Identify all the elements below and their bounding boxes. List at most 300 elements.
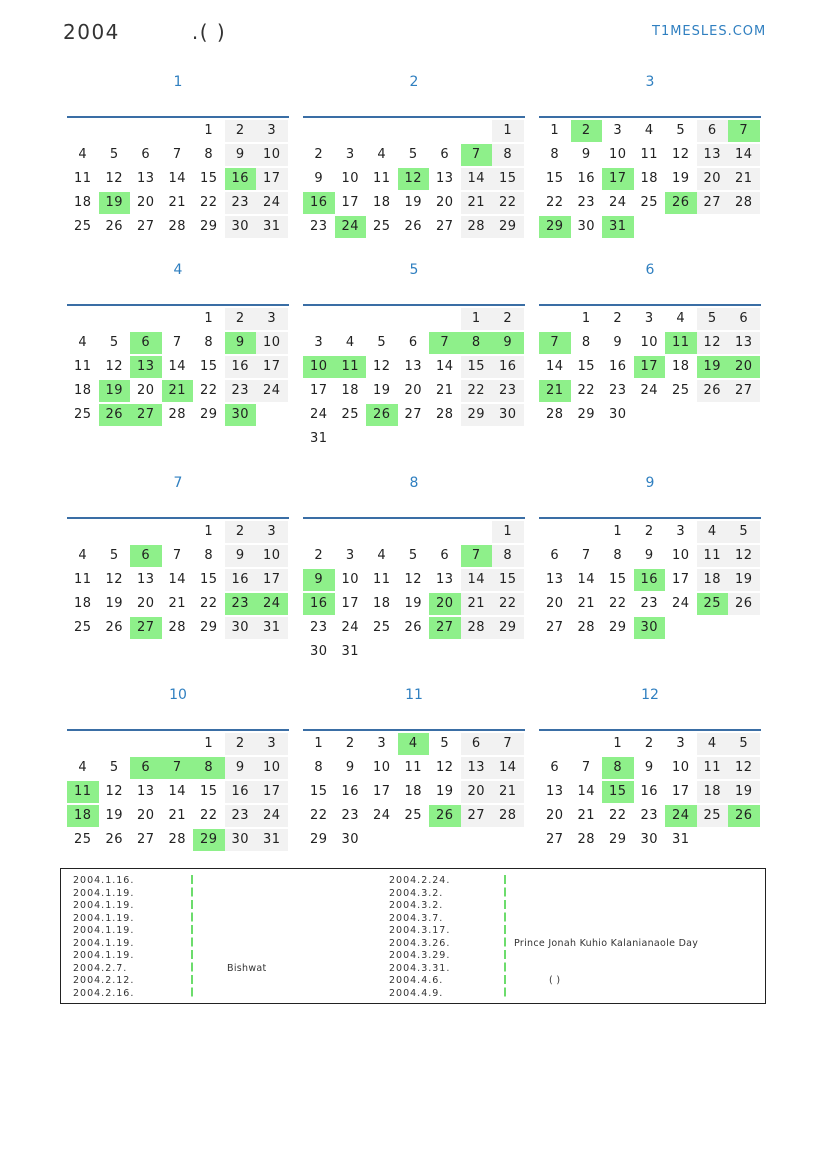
day-cell: 20 [429,593,461,615]
day-cell: 19 [99,192,131,214]
day-cell: 13 [435,572,454,587]
day-cell: 12 [404,572,423,587]
month-title: 2 [409,74,419,90]
day-cell: 7 [172,548,182,563]
day-cell: 3 [345,147,355,162]
site-brand[interactable]: T1MESLES.COM [652,24,767,39]
month-title: 3 [645,74,655,90]
day-cell: 9 [581,147,591,162]
day-cell: 5 [728,521,760,543]
day-cell: 24 [665,805,697,827]
day-cell: 22 [199,383,218,398]
holiday-date: 2004.3.26. [389,937,451,949]
day-cell: 12 [435,760,454,775]
day-cell: 22 [199,195,218,210]
day-cell: 25 [671,383,690,398]
day-cell: 1 [581,311,591,326]
day-cell: 5 [676,123,686,138]
day-cell: 21 [539,380,571,402]
day-cell: 7 [461,144,493,166]
day-cell: 24 [256,593,288,615]
day-cell: 5 [408,548,418,563]
day-cell: 18 [640,171,659,186]
day-cell: 10 [341,171,360,186]
holiday-date: 2004.1.19. [73,900,135,911]
day-cell: 31 [256,829,288,851]
day-cell: 15 [309,784,328,799]
day-cell: 1 [613,736,623,751]
day-cell: 16 [225,356,257,378]
day-cell: 19 [105,596,124,611]
day-cell: 21 [577,596,596,611]
day-cell: 12 [728,545,760,567]
day-cell: 28 [168,620,187,635]
day-cell: 19 [404,596,423,611]
day-cell: 2 [613,311,623,326]
day-cell: 28 [728,192,760,214]
day-cell: 8 [492,144,524,166]
day-cell: 10 [256,144,288,166]
day-cell: 16 [341,784,360,799]
day-cell: 16 [608,359,627,374]
day-cell: 21 [461,192,493,214]
day-cell: 6 [440,147,450,162]
day-cell: 4 [78,760,88,775]
day-cell: 3 [256,308,288,330]
day-cell: 30 [341,832,360,847]
day-cell: 13 [728,332,760,354]
day-cell: 26 [728,805,760,827]
holiday-date: 2004.1.19. [73,937,135,949]
day-cell: 1 [204,311,214,326]
day-cell: 26 [404,620,423,635]
day-cell: 10 [256,757,288,779]
day-cell: 31 [256,617,288,639]
day-cell: 4 [676,311,686,326]
day-cell: 7 [539,332,571,354]
month-title: 9 [645,475,655,491]
month-title: 4 [173,262,183,278]
holiday-dates-left [73,875,134,1000]
day-cell: 26 [366,404,398,426]
month-rule [303,116,525,118]
day-cell: 16 [634,569,666,591]
day-cell: 21 [162,380,194,402]
day-cell: 18 [73,383,92,398]
day-cell: 25 [341,407,360,422]
day-cell: 8 [581,335,591,350]
day-cell: 1 [461,308,493,330]
day-cell: 6 [728,308,760,330]
day-cell: 6 [130,332,162,354]
day-cell: 26 [99,404,131,426]
day-cell: 29 [199,407,218,422]
day-cell: 4 [78,147,88,162]
day-cell: 6 [141,147,151,162]
day-cell: 22 [461,380,493,402]
day-cell: 19 [728,781,760,803]
day-cell: 2 [225,120,257,142]
day-cell: 11 [73,572,92,587]
day-cell: 28 [545,407,564,422]
month-title: 8 [409,475,419,491]
month-title: 10 [169,687,187,703]
month-rule [539,517,761,519]
day-cell: 19 [435,784,454,799]
day-cell: 22 [199,596,218,611]
day-cell: 4 [377,548,387,563]
day-cell: 16 [303,593,335,615]
day-cell: 22 [608,808,627,823]
day-cell: 29 [461,404,493,426]
day-cell: 25 [640,195,659,210]
day-cell: 14 [168,171,187,186]
day-cell: 27 [545,832,564,847]
holiday-name: Prince Jonah Kuhio Kalanianaole Day [514,937,699,949]
page-title [63,20,226,44]
day-cell: 30 [634,617,666,639]
day-cell: 23 [225,805,257,827]
day-cell: 25 [73,620,92,635]
day-cell: 18 [341,383,360,398]
day-cell: 27 [130,617,162,639]
day-cell: 10 [608,147,627,162]
day-cell: 8 [204,147,214,162]
day-cell: 21 [492,781,524,803]
day-cell: 23 [341,808,360,823]
month-3 [539,72,761,234]
month-rule [539,729,761,731]
holiday-date: 2004.4.9. [389,987,444,999]
day-cell: 2 [225,521,257,543]
holiday-date: 2004.3.31. [389,962,451,974]
day-cell: 27 [435,219,454,234]
day-cell: 20 [545,596,564,611]
day-cell: 13 [697,144,729,166]
day-cell: 20 [435,195,454,210]
day-cell: 21 [577,808,596,823]
day-cell: 14 [168,784,187,799]
day-cell: 10 [671,548,690,563]
month-rule [67,116,289,118]
day-cell: 13 [136,572,155,587]
day-cell: 24 [372,808,391,823]
day-cell: 24 [256,192,288,214]
day-cell: 19 [728,569,760,591]
holiday-date: 2004.1.19. [73,887,135,899]
day-cell: 28 [492,805,524,827]
day-cell: 6 [440,548,450,563]
day-cell: 6 [130,757,162,779]
day-cell: 4 [78,335,88,350]
day-cell: 6 [550,548,560,563]
day-cell: 24 [256,805,288,827]
day-cell: 27 [136,219,155,234]
day-cell: 5 [697,308,729,330]
day-cell: 7 [581,548,591,563]
day-cell: 17 [671,784,690,799]
day-cell: 5 [408,147,418,162]
day-cell: 24 [256,380,288,402]
day-cell: 8 [602,757,634,779]
month-9 [539,473,761,635]
day-cell: 28 [577,620,596,635]
day-cell: 6 [461,733,493,755]
day-cell: 24 [608,195,627,210]
day-cell: 25 [404,808,423,823]
day-cell: 13 [130,356,162,378]
day-cell: 2 [644,524,654,539]
day-cell: 11 [335,356,367,378]
day-cell: 24 [671,596,690,611]
day-cell: 7 [728,120,760,142]
day-cell: 12 [671,147,690,162]
month-8 [303,473,525,659]
day-cell: 1 [204,123,214,138]
day-cell: 23 [225,192,257,214]
holiday-date: 2004.2.16. [73,987,135,999]
day-cell: 30 [640,832,659,847]
month-11 [303,685,525,847]
day-cell: 3 [256,120,288,142]
day-cell: 5 [377,335,387,350]
day-cell: 13 [136,784,155,799]
day-cell: 28 [168,407,187,422]
day-cell: 21 [168,596,187,611]
day-cell: 3 [377,736,387,751]
day-cell: 30 [577,219,596,234]
day-cell: 29 [608,620,627,635]
day-cell: 25 [73,832,92,847]
day-cell: 28 [168,832,187,847]
month-rule [67,729,289,731]
day-cell: 7 [492,733,524,755]
day-cell: 27 [461,805,493,827]
day-cell: 23 [608,383,627,398]
day-cell: 11 [697,757,729,779]
day-cell: 1 [492,120,524,142]
day-cell: 11 [372,572,391,587]
day-cell: 2 [571,120,603,142]
day-cell: 23 [225,380,257,402]
holiday-date: 2004.2.12. [73,975,135,986]
day-cell: 9 [345,760,355,775]
day-cell: 17 [256,781,288,803]
day-cell: 15 [199,572,218,587]
day-cell: 26 [728,593,760,615]
day-cell: 10 [341,572,360,587]
day-cell: 14 [435,359,454,374]
day-cell: 12 [728,757,760,779]
day-cell: 3 [314,335,324,350]
day-cell: 28 [461,617,493,639]
day-cell: 27 [545,620,564,635]
day-cell: 29 [309,832,328,847]
day-cell: 5 [728,733,760,755]
day-cell: 8 [613,548,623,563]
day-cell: 23 [640,808,659,823]
day-cell: 19 [372,383,391,398]
day-cell: 20 [136,596,155,611]
day-cell: 29 [492,216,524,238]
day-cell: 17 [634,356,666,378]
day-cell: 26 [665,192,697,214]
day-cell: 3 [256,733,288,755]
day-cell: 23 [309,620,328,635]
day-cell: 2 [225,308,257,330]
day-cell: 18 [372,195,391,210]
day-cell: 28 [461,216,493,238]
holiday-date: 2004.3.2. [389,900,444,911]
day-cell: 5 [109,335,119,350]
day-cell: 22 [492,192,524,214]
day-cell: 30 [225,829,257,851]
day-cell: 15 [577,359,596,374]
day-cell: 26 [105,620,124,635]
day-cell: 19 [99,380,131,402]
day-cell: 13 [461,757,493,779]
day-cell: 14 [168,572,187,587]
day-cell: 9 [644,548,654,563]
month-12 [539,685,761,847]
day-cell: 11 [73,359,92,374]
day-cell: 20 [404,383,423,398]
day-cell: 26 [105,832,124,847]
day-cell: 29 [199,219,218,234]
day-cell: 14 [545,359,564,374]
day-cell: 3 [644,311,654,326]
holiday-dates-right [389,875,450,1000]
month-title: 5 [409,262,419,278]
day-cell: 17 [256,168,288,190]
day-cell: 17 [372,784,391,799]
day-cell: 20 [461,781,493,803]
day-cell: 18 [73,195,92,210]
day-cell: 17 [341,596,360,611]
month-7 [67,473,289,635]
month-title: 6 [645,262,655,278]
day-cell: 31 [309,431,328,446]
day-cell: 10 [372,760,391,775]
day-cell: 16 [492,356,524,378]
day-cell: 15 [199,359,218,374]
day-cell: 9 [644,760,654,775]
day-cell: 2 [644,736,654,751]
day-cell: 17 [256,569,288,591]
day-cell: 3 [676,524,686,539]
holiday-date: 2004.3.7. [389,912,444,924]
day-cell: 5 [109,760,119,775]
day-cell: 18 [372,596,391,611]
day-cell: 30 [225,216,257,238]
day-cell: 26 [105,219,124,234]
day-cell: 25 [372,620,391,635]
day-cell: 4 [345,335,355,350]
day-cell: 8 [314,760,324,775]
day-cell: 4 [78,548,88,563]
holiday-date: 2004.3.2. [389,887,444,899]
day-cell: 2 [225,733,257,755]
holiday-marker-left [191,875,193,1000]
day-cell: 11 [665,332,697,354]
day-cell: 6 [130,545,162,567]
day-cell: 21 [728,168,760,190]
day-cell: 18 [697,781,729,803]
day-cell: 7 [162,757,194,779]
month-6 [539,260,761,422]
day-cell: 2 [492,308,524,330]
day-cell: 2 [345,736,355,751]
holiday-date: 2004.2.24. [389,875,451,886]
holiday-name: Bishwat [227,962,267,974]
month-1 [67,72,289,234]
day-cell: 27 [728,380,760,402]
month-rule [303,517,525,519]
day-cell: 13 [545,784,564,799]
day-cell: 4 [644,123,654,138]
day-cell: 24 [335,216,367,238]
day-cell: 14 [577,572,596,587]
day-cell: 28 [577,832,596,847]
day-cell: 16 [225,781,257,803]
day-cell: 3 [256,521,288,543]
day-cell: 1 [550,123,560,138]
day-cell: 7 [172,335,182,350]
day-cell: 7 [172,147,182,162]
holiday-date: 2004.1.19. [73,925,135,936]
day-cell: 10 [640,335,659,350]
day-cell: 21 [435,383,454,398]
day-cell: 17 [309,383,328,398]
day-cell: 3 [345,548,355,563]
day-cell: 12 [105,359,124,374]
day-cell: 12 [105,171,124,186]
day-cell: 22 [199,808,218,823]
day-cell: 10 [671,760,690,775]
day-cell: 20 [545,808,564,823]
day-cell: 11 [697,545,729,567]
day-cell: 31 [341,644,360,659]
day-cell: 9 [492,332,524,354]
day-cell: 30 [225,617,257,639]
holiday-date: 2004.1.16. [73,875,135,886]
day-cell: 24 [341,620,360,635]
day-cell: 31 [256,216,288,238]
day-cell: 22 [309,808,328,823]
day-cell: 17 [256,356,288,378]
day-cell: 8 [492,545,524,567]
month-rule [303,729,525,731]
day-cell: 16 [577,171,596,186]
day-cell: 14 [577,784,596,799]
day-cell: 1 [204,524,214,539]
holiday-date: 2004.4.6. [389,975,444,986]
day-cell: 15 [461,356,493,378]
title-year: 2004 [63,20,120,44]
month-rule [67,304,289,306]
day-cell: 14 [461,168,493,190]
day-cell: 2 [314,548,324,563]
day-cell: 20 [136,808,155,823]
day-cell: 14 [492,757,524,779]
day-cell: 19 [404,195,423,210]
day-cell: 18 [73,596,92,611]
day-cell: 30 [608,407,627,422]
day-cell: 5 [440,736,450,751]
day-cell: 27 [697,192,729,214]
day-cell: 27 [404,407,423,422]
day-cell: 14 [168,359,187,374]
